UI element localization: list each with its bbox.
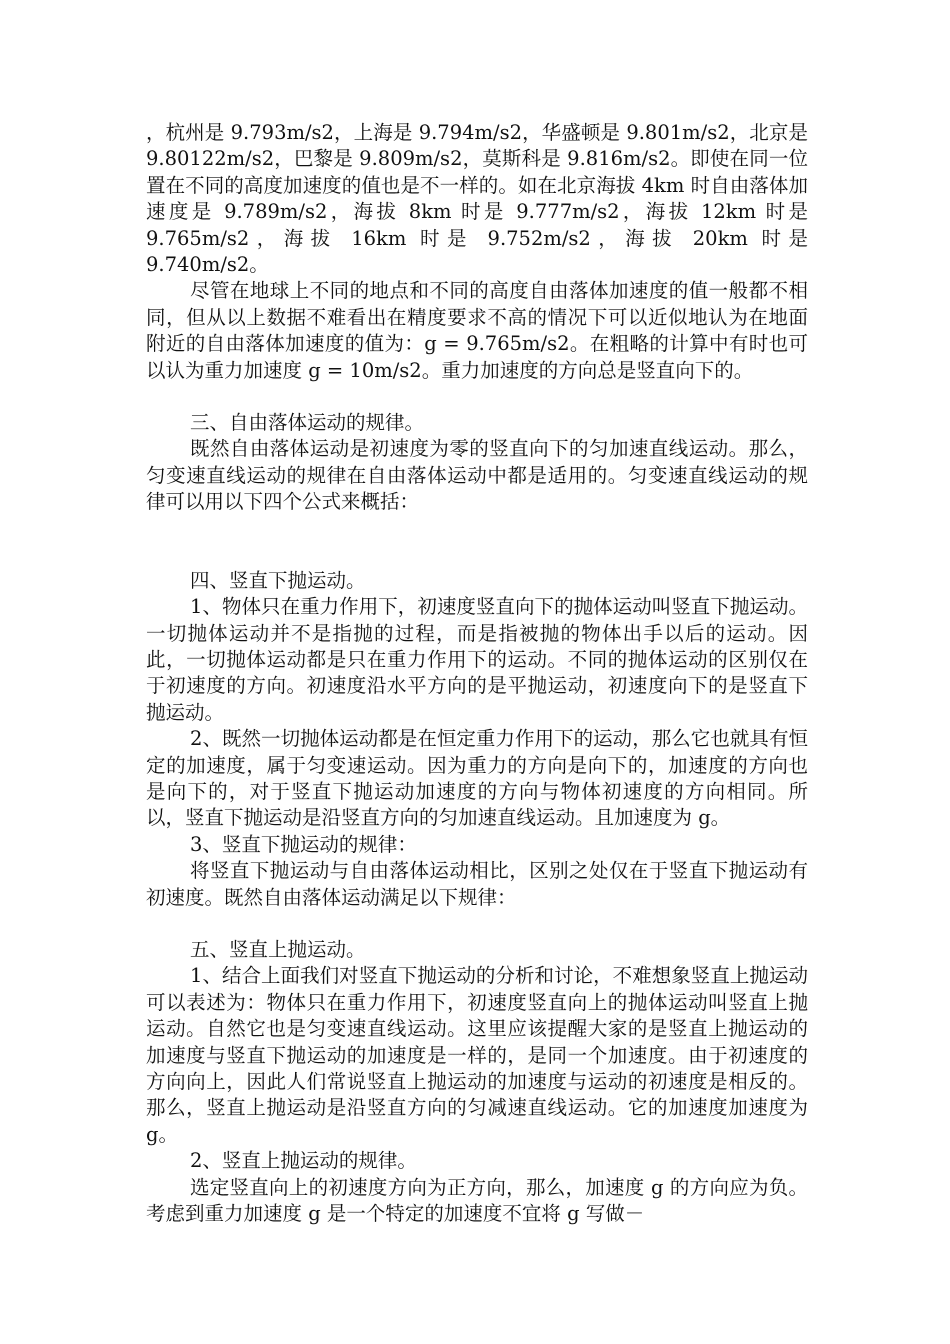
paragraph-downward-throw-laws-title: 3、竖直下抛运动的规律： bbox=[190, 832, 417, 856]
paragraph-downward-throw-comparison: 将竖直下抛运动与自由落体运动相比，区别之处仅在于竖直下抛运动有初速度。既然自由落体运动满足以下规律： bbox=[146, 859, 808, 909]
paragraph-downward-throw-definition: 1、物体只在重力作用下，初速度竖直向下的抛体运动叫竖直下抛运动。一切抛体运动并不是指抛的过程，而是指被抛的物体出手以后的运动。因此，一切抛体运动都是只在重力作用下的运动。不同的抛体运动的区别仅在于初速度的方向。初速度沿水平方向的是平抛运动，初速度向下的是竖直下抛运动。 bbox=[146, 595, 808, 724]
section-heading-upward-throw: 五、竖直上抛运动。 bbox=[190, 937, 366, 961]
paragraph-gravity-values: ，杭州是 9.793m/s2，上海是 9.794m/s2，华盛顿是 9.801m/s2，北京是 9.80122m/s2，巴黎是 9.809m/s2，莫斯科是 9.816m/s2。即使在同一位置在不同的高度加速度的值也是不一样的。如在北京海拔 4km 时自由落体加速度是 9.789m/s2，海拔 8km 时是 9.777m/s2，海拔 12km 时是 9.765m/s2，海拔 16km 时是 9.752m/s2，海拔 20km 时是 9.740m/s2。 bbox=[146, 121, 808, 277]
section-heading-free-fall-laws: 三、自由落体运动的规律。 bbox=[190, 411, 425, 435]
paragraph-upward-throw-definition: 1、结合上面我们对竖直下抛运动的分析和讨论，不难想象竖直上抛运动可以表述为：物体只在重力作用下，初速度竖直向上的抛体运动叫竖直上抛运动。自然它也是匀变速直线运动。这里应该提醒大家的是竖直上抛运动的加速度与竖直下抛运动的加速度是一样的，是同一个加速度。由于初速度的方向向上，因此人们常说竖直上抛运动的加速度与运动的初速度是相反的。那么，竖直上抛运动是沿竖直方向的匀减速直线运动。它的加速度加速度为 g。 bbox=[146, 964, 808, 1146]
paragraph-gravity-approximation: 尽管在地球上不同的地点和不同的高度自由落体加速度的值一般都不相同，但从以上数据不难看出在精度要求不高的情况下可以近似地认为在地面附近的自由落体加速度的值为：g = 9.765m/s2。在粗略的计算中有时也可以认为重力加速度 g = 10m/s2。重力加速度的方向总是竖直向下的。 bbox=[146, 279, 808, 382]
blank-line bbox=[146, 911, 808, 937]
paragraph-free-fall-laws: 既然自由落体运动是初速度为零的竖直向下的匀加速直线运动。那么，匀变速直线运动的规律在自由落体运动中都是适用的。匀变速直线运动的规律可以用以下四个公式来概括： bbox=[146, 437, 808, 514]
document-page bbox=[146, 120, 808, 1227]
paragraph-upward-throw-sign-convention: 选定竖直向上的初速度方向为正方向，那么，加速度 g 的方向应为负。考虑到重力加速度 g 是一个特定的加速度不宜将 g 写做－ bbox=[146, 1175, 808, 1226]
formula-placeholder bbox=[146, 516, 808, 568]
blank-line bbox=[146, 384, 808, 410]
paragraph-downward-throw-acceleration: 2、既然一切抛体运动都是在恒定重力作用下的运动，那么它也就具有恒定的加速度，属于匀变速运动。因为重力的方向是向下的，加速度的方向也是向下的，对于竖直下抛运动加速度的方向与物体初速度的方向相同。所以，竖直下抛运动是沿竖直方向的匀加速直线运动。且加速度为 g。 bbox=[146, 727, 808, 830]
section-heading-downward-throw: 四、竖直下抛运动。 bbox=[190, 568, 366, 592]
paragraph-upward-throw-laws-title: 2、竖直上抛运动的规律。 bbox=[190, 1149, 417, 1173]
